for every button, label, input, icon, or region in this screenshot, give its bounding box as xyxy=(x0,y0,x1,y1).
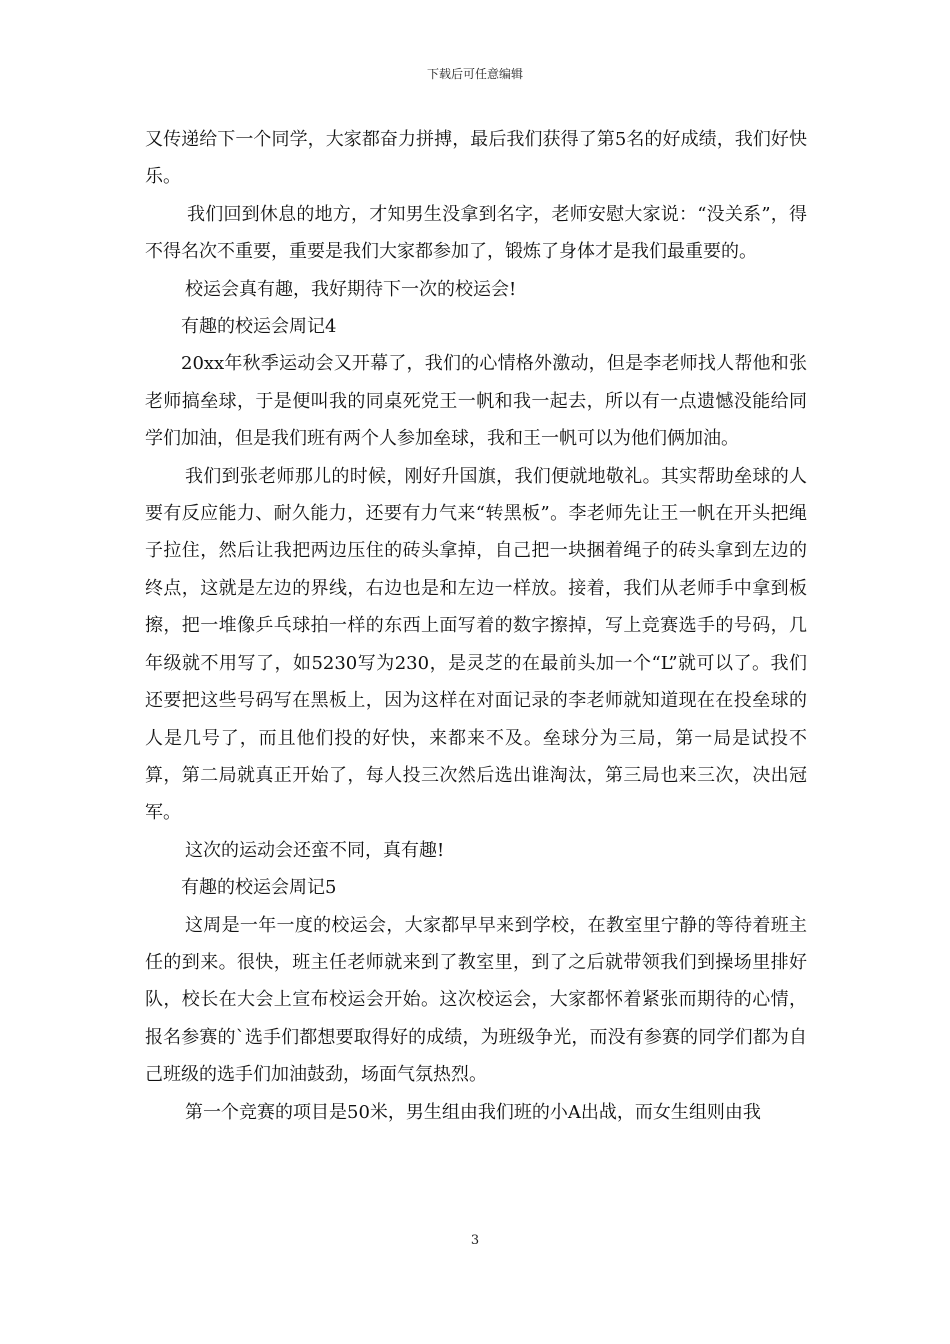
page-footer xyxy=(0,1233,950,1249)
section-heading: 有趣的校运会周记4 xyxy=(181,316,337,338)
page-header xyxy=(0,66,950,82)
paragraph: 第一个竞赛的项目是50米，男生组由我们班的小A出战，而女生组则由我 xyxy=(185,1101,761,1123)
paragraph: 这周是一年一度的校运会，大家都早早来到学校，在教室里宁静的等待着班主任的到来。很快，班主任老师就来到了教室里，到了之后就带领我们到操场里排好队，校长在大会上宣布校运会开始。这次校运会，大家都怀着紧张而期待的心情，报名参赛的`选手们都想要取得好的成绩，为班级争光，而没有参赛的同学们都为自己班级的选手们加油鼓劲，场面气氛热烈。 xyxy=(145,914,807,1086)
paragraph: 校运会真有趣，我好期待下一次的校运会! xyxy=(185,278,517,300)
page-number: 3 xyxy=(470,1233,480,1248)
paragraph: 20xx年秋季运动会又开幕了，我们的心情格外激动，但是李老师找人帮他和张老师搞垒球，于是便叫我的同桌死党王一帆和我一起去，所以有一点遗憾没能给同学们加油，但是我们班有两个人参加垒球，我和王一帆可以为他们俩加油。 xyxy=(145,353,807,450)
paragraph: 这次的运动会还蛮不同，真有趣! xyxy=(185,839,445,861)
document-body xyxy=(145,121,807,1131)
paragraph: 我们到张老师那儿的时候，刚好升国旗，我们便就地敬礼。其实帮助垒球的人要有反应能力、耐久能力，还要有力气来“转黑板”。李老师先让王一帆在开头把绳子拉住，然后让我把两边压住的砖头拿掉，自己把一块捆着绳子的砖头拿到左边的终点，这就是左边的界线，右边也是和左边一样放。接着，我们从老师手中拿到板擦，把一堆像乒乓球拍一样的东西上面写着的数字擦掉，写上竞赛选手的号码，几年级就不用写了，如5230写为230，是灵芝的在最前头加一个“L”就可以了。我们还要把这些号码写在黑板上，因为这样在对面记录的李老师就知道现在在投垒球的人是几号了，而且他们投的好快，来都来不及。垒球分为三局，第一局是试投不算，第二局就真正开始了，每人投三次然后选出谁淘汰，第三局也来三次，决出冠军。 xyxy=(145,465,807,824)
section-heading: 有趣的校运会周记5 xyxy=(181,877,337,899)
paragraph-continuation: 又传递给下一个同学，大家都奋力拼搏，最后我们获得了第5名的好成绩，我们好快乐。 xyxy=(145,129,807,188)
paragraph: 我们回到休息的地方，才知男生没拿到名字，老师安慰大家说：“没关系”，得不得名次不重要，重要是我们大家都参加了，锻炼了身体才是我们最重要的。 xyxy=(145,203,807,263)
header-text: 下载后可任意编辑 xyxy=(426,67,523,81)
